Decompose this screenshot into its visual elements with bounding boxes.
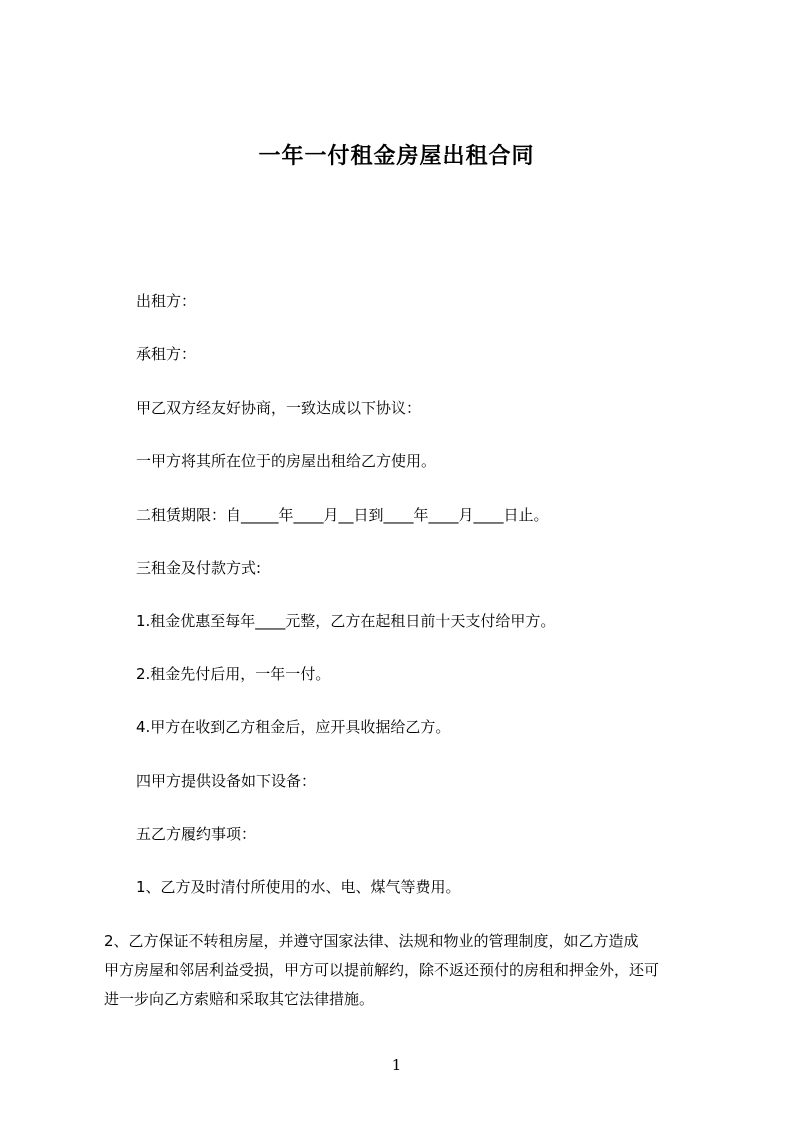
clause-1: 一甲方将其所在位于的房屋出租给乙方使用。	[136, 452, 437, 470]
clause-5-item-2-line: 2、乙方保证不转租房屋，并遵守国家法律、法规和物业的管理制度，如乙方造成	[104, 932, 639, 950]
document-title: 一年一付租金房屋出租合同	[258, 144, 535, 169]
lessor-line: 出租方：	[136, 292, 197, 310]
clause-2-lease-term: 二租赁期限：自_____年____月__日到____年____月____日止。	[136, 506, 549, 524]
clause-5-item-2-line: 甲方房屋和邻居利益受损，甲方可以提前解约，除不返还预付的房租和押金外，还可	[104, 961, 660, 979]
clause-5-item-1: 1、乙方及时清付所使用的水、电、煤气等费用。	[136, 878, 461, 896]
clause-5-heading: 五乙方履约事项：	[136, 825, 257, 843]
clause-5-item-2-line: 进一步向乙方索赔和采取其它法律措施。	[104, 990, 375, 1008]
clause-3-item-2: 2.租金先付后用，一年一付。	[136, 665, 331, 683]
clause-4-heading: 四甲方提供设备如下设备：	[136, 772, 317, 790]
lessee-line: 承租方：	[136, 345, 197, 363]
agreement-intro: 甲乙双方经友好协商，一致达成以下协议：	[136, 399, 422, 417]
clause-3-item-1: 1.租金优惠至每年____元整，乙方在起租日前十天支付给甲方。	[136, 612, 556, 630]
clause-5-item-2	[104, 927, 704, 1014]
clause-3-heading: 三租金及付款方式:	[136, 559, 262, 577]
clause-3-item-4: 4.甲方在收到乙方租金后，应开具收据给乙方。	[136, 718, 451, 736]
page-number: 1	[391, 1056, 402, 1074]
